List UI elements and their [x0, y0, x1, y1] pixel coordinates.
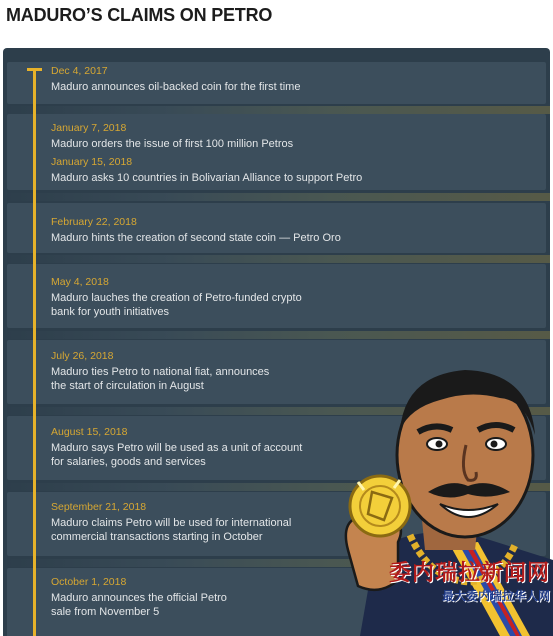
timeline-entry [51, 426, 302, 469]
timeline-entry [51, 156, 362, 185]
entry-text: Maduro hints the creation of second state coin — Petro Oro [51, 232, 341, 244]
divider-stripe [3, 255, 550, 263]
timeline-line [33, 69, 36, 636]
entry-date: October 1, 2018 [51, 576, 127, 588]
entry-text: Maduro lauches the creation of Petro-funded crypto bank for youth initiatives [51, 292, 302, 318]
timeline-entry [51, 122, 293, 151]
entry-date: January 7, 2018 [51, 122, 127, 134]
entry-text: Maduro claims Petro will be used for international commercial transactions starting in October [51, 517, 292, 543]
page-title: MADURO’S CLAIMS ON PETRO [6, 5, 273, 25]
entry-date: February 22, 2018 [51, 216, 137, 228]
entry-date: May 4, 2018 [51, 276, 109, 288]
entry-date: Dec 4, 2017 [51, 65, 108, 77]
entry-date: January 15, 2018 [51, 156, 133, 168]
entry-text: Maduro announces oil-backed coin for the first time [51, 81, 301, 93]
entry-date: September 21, 2018 [51, 501, 147, 513]
divider-stripe [3, 193, 550, 201]
entry-date: August 15, 2018 [51, 426, 128, 438]
timeline-entry [51, 216, 341, 245]
watermark-line1: 委内瑞拉新闻网 [388, 560, 550, 585]
entry-text: Maduro asks 10 countries in Bolivarian Alliance to support Petro [51, 172, 363, 184]
timeline-entry [51, 276, 302, 319]
timeline-entry [51, 576, 227, 619]
entry-text: Maduro orders the issue of first 100 million Petros [51, 138, 294, 150]
timeline-entry [51, 65, 300, 94]
entry-text: Maduro announces the official Petro sale from November 5 [51, 592, 227, 618]
timeline-entry [51, 501, 291, 544]
watermark-line2: 最大委内瑞拉华人网 [441, 589, 550, 603]
entry-text: Maduro says Petro will be used as a unit of account for salaries, goods and services [51, 442, 303, 468]
timeline-entry [51, 350, 269, 393]
entry-text: Maduro ties Petro to national fiat, announces the start of circulation in August [51, 366, 270, 392]
divider-stripe [3, 106, 550, 114]
watermark [380, 556, 550, 628]
timeline-cap [27, 68, 42, 71]
entry-date: July 26, 2018 [51, 350, 114, 362]
